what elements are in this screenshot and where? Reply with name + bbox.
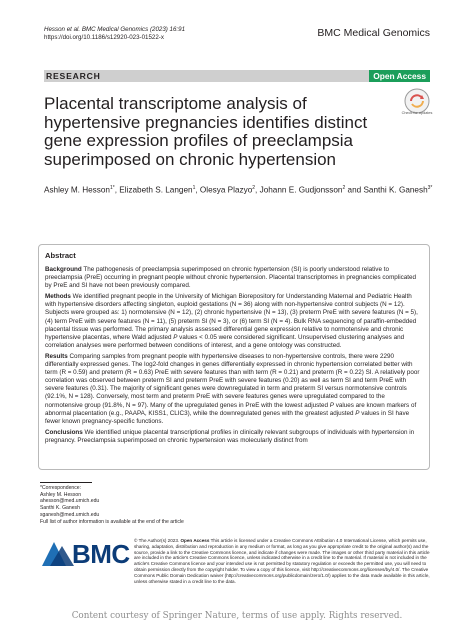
correspondence-email[interactable]: sganesh@med.umich.edu xyxy=(40,511,100,518)
citation-journal: Hesson et al. BMC Medical Genomics xyxy=(44,26,149,33)
conclusions-text: We identified unique placental transcriptional profiles in clinically relevant subgroups of individuals with hypertension in pregnancy. Preeclampsia superimposed on chronic hypertension was molecularly distinct from xyxy=(45,428,415,444)
license-text xyxy=(134,538,434,584)
results-p-symbol-2: P xyxy=(355,409,360,417)
background-text: The pathogenesis of preeclampsia superimposed on chronic hypertension (SI) is poorly understood relative to preeclampsia (PreE) occurring in pregnant people without chronic hypertension. Placental transcriptomes in pregnancies complicated by PreE and SI have not been previously compared. xyxy=(45,266,417,290)
background-label: Background xyxy=(45,266,82,273)
methods-text: We identified pregnant people in the University of Michigan Biorepository for Understanding Maternal and Pediatric Health with hypertensive disorders affecting singleton, euploid gestations (N = 36) along with non-hypertensive control subjects (N = 12). Subjects were grouped as: 1) normotensive (N = 12), (2) chronic hypertensive (N = 13), (3) preterm PreE with severe features (N = 5), (4) term PreE with severe features (N = 11), (5) preterm SI (N = 3), or (6) term SI (N = 4). Bulk RNA sequencing of paraffin-embedded placental tissue was performed. The primary analysis assessed differential gene expression relative to normotensive and chronic hypertensive placentas, where Wald adjusted xyxy=(45,293,418,341)
conclusions-label: Conclusions xyxy=(45,428,83,436)
section-label: RESEARCH xyxy=(44,70,118,82)
journal-name: BMC Medical Genomics xyxy=(317,27,430,39)
author-name: Johann E. Gudjonsson xyxy=(259,185,343,195)
abstract-box xyxy=(38,244,430,470)
article-title: Placental transcriptome analysis of hypertensive pregnancies identifies distinct gene expression profiles of preeclampsia superimposed on chronic hypertension xyxy=(44,94,368,169)
author-info-note: Full list of author information is available at the end of the article xyxy=(40,518,184,525)
author-affiliation-mark: 2 xyxy=(252,185,256,191)
results-text: Comparing samples from pregnant people with hypertensive diseases to non-hypertensive controls, there were 2290 differentially expressed genes. The log2-fold changes in genes differentially expressed in chronic hypertension correlated better with term (R = 0.59) and preterm (R = 0.63) PreE with severe features than with term (R = 0.21) and preterm (R = 0.22) SI. A relatively poor correlation was observed between preterm SI and preterm PreE with severe features (0.20) as well as term SI and term PreE with severe features (0.31). The majority of significant genes were downregulated in term and preterm SI versus normotensive controls (92.1%, N = 128). Conversely, most term and preterm PreE with severe features genes were upregulated compared to the normotensive group (91.8%, N = 97). Many of the upregulated genes in PreE with the lowest adjusted xyxy=(45,352,420,409)
abstract-background xyxy=(45,266,423,290)
check-for-updates-label[interactable]: Check for updates xyxy=(401,111,433,115)
abstract-results xyxy=(45,353,423,426)
results-text-end: values in SI have fewer known pregnancy-specific functions. xyxy=(45,409,410,425)
open-access-badge: Open Access xyxy=(369,70,430,82)
author-name: Santhi K. Ganesh xyxy=(363,185,428,195)
citation-year: (2023) 16:91 xyxy=(149,26,186,33)
results-p-symbol: P xyxy=(329,401,334,409)
bmc-logo-text: BMC xyxy=(72,539,130,569)
author-affiliation-mark: 1* xyxy=(109,185,115,191)
correspondence-heading: *Correspondence: xyxy=(40,485,82,491)
methods-text-cont: values < 0.05 were considered significant. Unsupervised clustering analyses and correlation analyses were performed between conditions of interest, and a gene ontology was constructed. xyxy=(45,333,405,349)
license-body: This article is licensed under a Creative Commons Attribution 4.0 International License, which permits use, sharing, adaptation, distribution and reproduction in any medium or format, as long as you give appropriate credit to the original author(s) and the source, provide a link to the Creative Commons licence, and indicate if changes were made. The images or other third party material in this article are included in the article's Creative Commons licence, unless indicated otherwise in a credit line to the material. If material is not included in the article's Creative Commons licence and your intended use is not permitted by statutory regulation or exceeds the permitted use, you will need to obtain permission directly from the copyright holder. To view a copy of this licence, visit http://creativecommons.org/licenses/by/4.0/. The Creative Commons Public Domain Dedication waiver (http://creativecommons.org/publicdomain/zero/1.0/) applies to the data made available in this article, unless otherwise stated in a credit line to the data. xyxy=(134,538,430,584)
copyright-notice: © The Author(s) 2023. xyxy=(134,538,180,543)
results-label: Results xyxy=(45,352,68,360)
author-name: Olesya Plazyo xyxy=(199,185,253,195)
footnote-divider xyxy=(40,482,92,483)
correspondence-block xyxy=(40,485,184,525)
author-affiliation-mark: 2 xyxy=(342,185,346,191)
author-affiliation-mark: 1 xyxy=(192,185,196,191)
license-open-access-label: Open Access xyxy=(180,538,210,543)
abstract-conclusions xyxy=(45,429,423,445)
abstract-heading: Abstract xyxy=(45,251,76,260)
correspondence-author: Ashley M. Hesson xyxy=(40,491,82,498)
courtesy-notice: Content courtesy of Springer Nature, terms of use apply. Rights reserved. xyxy=(71,611,403,621)
author-list: Ashley M. Hesson$^{1*}$, Elizabeth S. Langen$^1$, Olesya Plazyo$^2$, Johann E. Gudjonsson$^2$ and Santhi K. Ganesh$^{3*}$ xyxy=(44,185,433,195)
methods-p-symbol: P xyxy=(173,333,178,341)
author-name: Elizabeth S. Langen xyxy=(119,185,193,195)
methods-label: Methods xyxy=(45,293,71,301)
abstract-methods xyxy=(45,293,423,350)
author-affiliation-mark: 3* xyxy=(427,185,433,191)
results-text-cont: values are known markers of abnormal placentation (e.g., PAAPA, KISS1, CLIC3), while the downregulated genes with the greatest adjusted xyxy=(45,401,417,417)
author-name: Ashley M. Hesson xyxy=(44,185,110,195)
correspondence-author: Santhi K. Ganesh xyxy=(40,505,80,512)
doi-link[interactable]: https://doi.org/10.1186/s12920-023-01522-x xyxy=(44,34,164,41)
correspondence-email[interactable]: ahesson@med.umich.edu xyxy=(40,498,100,505)
citation-header xyxy=(44,26,185,42)
